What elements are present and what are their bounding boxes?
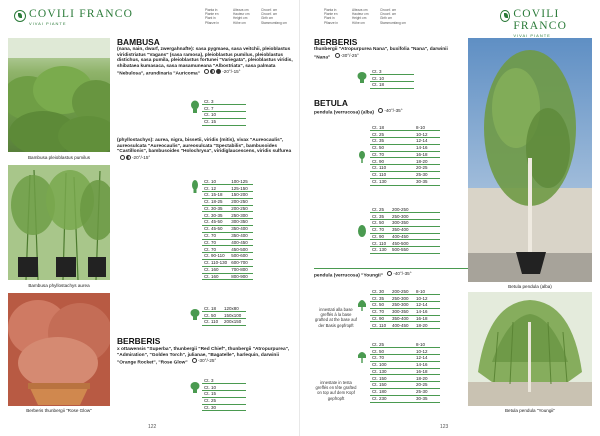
weeping-tree-icon	[357, 350, 367, 363]
sun-icon	[335, 53, 340, 58]
table-cell: Ct. 18-25	[202, 198, 229, 205]
shade-icon	[216, 69, 221, 74]
hardiness: -20°/-15°	[120, 155, 150, 161]
legend-col: Circonf. cm Circonf. cm Girth cm Stammumfang cm	[261, 8, 287, 25]
page-number: 123	[440, 424, 449, 430]
table-cell: 125-150	[229, 185, 253, 192]
table-cell: Ct. 110	[370, 165, 390, 172]
table-cell	[390, 68, 414, 75]
leaf-icon	[500, 10, 510, 22]
table-cell	[222, 397, 246, 404]
photo-berberis-rose-glow	[8, 293, 110, 406]
table-cell: Ct. 45-50	[202, 226, 229, 233]
table-cell: 250-300	[390, 213, 414, 220]
table-row	[370, 226, 440, 233]
table-cell: Ct. 35	[370, 295, 390, 302]
half-shade-icon	[210, 69, 215, 74]
table-cell: Ct. 18	[370, 124, 390, 131]
table-cell	[390, 151, 414, 158]
table-cell	[390, 131, 414, 138]
table-row	[202, 112, 246, 119]
table-cell: Ct. 110	[370, 322, 390, 329]
table-cell	[390, 138, 414, 145]
bambusa-description: (nana, nain, dwarf, zwergahnafte): sasa pygmaea, sasa veitchii, pleioblastus viridistriatus "Vagans" (sasa ramosa), pleioblastus pumilus, pleioblastus distichus, sasa pumila, pleioblastus fortunei "Variegata", pleioblastus viridis, shibataea kumasaca, sasa masamuneana "Albostriata", sasa palmata "Nebulosa", arundinaria "Auricoma" -20°/-15°	[117, 47, 293, 77]
table-cell	[222, 377, 246, 384]
legend-col: Pianta in Plante en Plant in Pflanze in	[324, 8, 338, 25]
hardiness: -30°/-25°	[335, 53, 359, 59]
table-row	[370, 233, 440, 240]
hardiness: -40°/-35°	[378, 108, 402, 114]
table-cell: 250-300	[390, 295, 414, 302]
tree-shape-icon	[357, 150, 367, 163]
plant-shape-icon	[190, 307, 200, 320]
plant-shape-icon	[357, 70, 367, 83]
table-cell: 700-800	[229, 266, 253, 273]
table-cell	[414, 233, 440, 240]
photo-phyllostachys-art	[8, 165, 110, 280]
table-row	[202, 273, 253, 280]
sun-icon	[387, 271, 392, 276]
table-cell: 8-10	[414, 288, 440, 295]
table-row	[370, 382, 440, 389]
table-cell	[390, 165, 414, 172]
table-row	[202, 319, 246, 326]
table-cell: Ct. 15	[202, 391, 222, 398]
legend	[205, 8, 289, 25]
table-cell: 450-500	[390, 240, 414, 247]
table-cell	[390, 368, 414, 375]
table-row	[202, 391, 246, 398]
table-cell: 12-14	[414, 355, 440, 362]
table-cell: Ct. 90-110	[202, 253, 229, 260]
table-cell	[222, 105, 246, 112]
table-cell: 350-400	[390, 226, 414, 233]
table-row	[370, 131, 440, 138]
table-cell	[222, 391, 246, 398]
table-row	[202, 178, 253, 185]
table-cell: Ct. 18	[202, 305, 222, 312]
table-cell	[390, 178, 414, 185]
table-row	[370, 206, 440, 213]
table-cell: Ct. 45-50	[202, 219, 229, 226]
table-row	[370, 395, 440, 402]
table-row	[202, 384, 246, 391]
table-row	[202, 377, 246, 384]
table-cell: 18-20	[414, 322, 440, 329]
table-row	[370, 295, 440, 302]
table-row	[370, 158, 440, 165]
table-row	[202, 198, 253, 205]
table-youngii-top	[370, 341, 440, 403]
table-cell: Ct. 150	[370, 375, 390, 382]
table-cell: Ct. 70	[370, 226, 390, 233]
table-cell: 12-14	[414, 302, 440, 309]
table-cell: Ct. 30-35	[202, 205, 229, 212]
table-cell: 450-500	[229, 246, 253, 253]
brand-logo	[14, 8, 133, 26]
table-berberis	[202, 377, 246, 411]
table-cell	[414, 206, 440, 213]
table-cell: 200-250	[390, 206, 414, 213]
table-row	[370, 288, 440, 295]
youngii-sub: pendula (verrucosa) "Youngii" -40°/-35°	[314, 271, 412, 279]
photo-berberis-art	[8, 293, 110, 406]
table-cell: 20-25	[414, 165, 440, 172]
table-row	[202, 105, 246, 112]
table-row	[202, 266, 253, 273]
table-cell: Ct. 30	[370, 288, 390, 295]
table-cell	[414, 213, 440, 220]
table-row	[370, 178, 440, 185]
caption: Berberis thunbergii "Rose Glow"	[26, 408, 92, 413]
table-cell	[390, 348, 414, 355]
photo-betula-pendula	[468, 38, 592, 282]
table-cell	[390, 158, 414, 165]
table-cell	[390, 395, 414, 402]
berberis-description: x ottawensis "Superba", thunbergii "Red Chief", thunbergii "Atropurpurea", "Admiration", "Golden Torch", julianae, "Bagatelle", harlequin, darwinii "Orange Rocket", "Rose Glow" -30°/-25°	[117, 347, 290, 366]
table-cell: 14-16	[414, 144, 440, 151]
table-youngii-base	[370, 288, 440, 329]
table-row	[370, 165, 440, 172]
table-row	[202, 397, 246, 404]
table-row	[370, 322, 440, 329]
photo-betula-youngii	[468, 292, 592, 406]
table-cell: Ct. 3	[202, 98, 222, 105]
table-row	[370, 375, 440, 382]
caption: Betula pendula "Youngii"	[504, 408, 556, 413]
table-cell: Ct. 15-18	[202, 192, 229, 199]
table-cell: Ct. 7	[202, 105, 222, 112]
table-cell	[222, 112, 246, 119]
table-cell: Ct. 70	[370, 308, 390, 315]
grafting-note-top: innestate in testa greffés en tête grafted on top auf dem Kopf gepfropft	[315, 380, 357, 401]
table-cell: 300-350	[390, 308, 414, 315]
table-cell: Ct. 90	[370, 158, 390, 165]
table-row	[202, 305, 246, 312]
table-cell: 300-350	[229, 219, 253, 226]
table-cell: Ct. 18	[370, 82, 390, 89]
table-cell: Ct. 150	[370, 382, 390, 389]
table-row	[202, 98, 246, 105]
caption: Bambusa phyllostachys aurea	[28, 283, 90, 288]
table-row	[370, 138, 440, 145]
table-cell: 100-125	[229, 178, 253, 185]
weeping-tree-icon	[357, 298, 367, 311]
section-title-betula: BETULA	[314, 98, 348, 108]
caption: Bambusa pleioblastus pumilus	[27, 155, 91, 160]
table-cell: 200-250	[229, 205, 253, 212]
photo-betula-art	[468, 38, 592, 282]
leaf-icon	[14, 10, 26, 22]
caption: Betula pendula (alba)	[508, 284, 552, 289]
table-cell	[390, 375, 414, 382]
table-cell: 200-250	[390, 288, 414, 295]
table-row	[202, 219, 253, 226]
brand-sub: VIVAI PIANTE	[513, 33, 551, 38]
table-bambusa	[202, 98, 246, 126]
hardiness: -40°/-35°	[387, 271, 411, 277]
table-cell: Ct. 25	[370, 341, 390, 348]
table-cell: 350-400	[229, 232, 253, 239]
table-cell: Ct. 70	[202, 246, 229, 253]
table-row	[370, 341, 440, 348]
tree-shape-icon	[357, 225, 367, 238]
table-cell: Ct. 10	[202, 112, 222, 119]
table-cell: Ct. 30-35	[202, 212, 229, 219]
table-cell: 500-600	[229, 253, 253, 260]
table-row	[370, 75, 414, 82]
table-cell	[222, 118, 246, 125]
table-cell: Ct. 160	[202, 273, 229, 280]
table-cell: Ct. 3	[370, 68, 390, 75]
table-cell: Ct. 10	[202, 384, 222, 391]
table-row	[370, 348, 440, 355]
table-cell	[390, 124, 414, 131]
table-cell: 350-400	[390, 315, 414, 322]
section-title-berberis: BERBERIS	[117, 336, 161, 346]
table-row	[370, 68, 414, 75]
table-cell: Ct. 160	[202, 266, 229, 273]
half-shade-icon	[126, 155, 131, 160]
table-cell	[222, 384, 246, 391]
table-cell: Ct. 50	[370, 302, 390, 309]
table-cell: Ct. 35	[370, 213, 390, 220]
table-cell: Ct. 110	[202, 319, 222, 326]
sun-icon	[192, 358, 197, 363]
table-cell: 10-12	[414, 295, 440, 302]
table-cell	[390, 172, 414, 179]
table-cell: Ct. 70	[202, 239, 229, 246]
plant-shape-icon	[190, 380, 200, 393]
table-row	[370, 368, 440, 375]
brand-name: COVILI FRANCO	[29, 8, 134, 20]
table-cell: Ct. 130	[370, 368, 390, 375]
berberis2-description: thunbergii "Atropurpurea Nana", buxifolia "Nana", darwinii "Nana" -30°/-25°	[314, 47, 448, 60]
table-cell: Ct. 130	[370, 178, 390, 185]
table-cell	[414, 240, 440, 247]
table-cell: Ct. 25	[370, 206, 390, 213]
table-row	[370, 302, 440, 309]
table-cell: Ct. 70	[202, 232, 229, 239]
table-cell: 18-20	[414, 375, 440, 382]
table-row	[202, 118, 246, 125]
table-cell: Ct. 50	[370, 144, 390, 151]
section-title-bambusa: BAMBUSA	[117, 37, 160, 47]
table-cell: 400-450	[390, 322, 414, 329]
brand-name: COVILI FRANCO	[513, 8, 568, 32]
table-cell: 8-10	[414, 124, 440, 131]
hardiness: -20°/-15°	[204, 69, 240, 75]
table-cell: Ct. 70	[370, 151, 390, 158]
table-row	[202, 404, 246, 411]
photo-bambusa-pumilus	[8, 38, 110, 152]
table-cell: 8-10	[414, 341, 440, 348]
sun-icon	[378, 108, 383, 113]
table-row	[370, 355, 440, 362]
table-berberis-nana	[370, 68, 414, 89]
legend-col: Pianta in Plante en Plant in Pflanze in	[205, 8, 219, 25]
table-row	[202, 312, 246, 319]
table-cell	[222, 98, 246, 105]
table-cell: Ct. 130	[370, 247, 390, 254]
table-cell: 10-12	[414, 131, 440, 138]
table-cell	[390, 144, 414, 151]
table-cell: 20-25	[414, 382, 440, 389]
table-row	[202, 192, 253, 199]
table-cell: 30-35	[414, 395, 440, 402]
table-cell: Ct. 15	[202, 118, 222, 125]
table-cell: Ct. 10	[370, 75, 390, 82]
table-cell: Ct. 70	[370, 355, 390, 362]
table-cell	[414, 220, 440, 227]
table-cell: 200x150	[222, 319, 246, 326]
table-cell: 400-450	[390, 233, 414, 240]
table-cell: 150-200	[229, 192, 253, 199]
table-cell: Ct. 50	[202, 312, 222, 319]
table-cell	[390, 355, 414, 362]
photo-youngii-art	[468, 292, 592, 406]
table-row	[370, 247, 440, 254]
table-row	[202, 232, 253, 239]
table-cell	[390, 82, 414, 89]
table-cell: 14-16	[414, 361, 440, 368]
table-cell: Ct. 3	[202, 377, 222, 384]
table-cell: Ct. 180	[370, 389, 390, 396]
table-cell: 14-16	[414, 308, 440, 315]
phyllostachys-description: (phyllostachys): aurea, nigra, bissetii, viridis (mitis), vivax "Aureocaulis", aureosulcata "Aureocaulis", aureosulcata "Spectabilis", bambusoides "Castillonis", bambusoides "Holochrysa", viridiglaucescens, viridis sulfurea -20°/-15°	[117, 138, 292, 160]
table-cell: 400-450	[229, 239, 253, 246]
photo-bambusa-pumilus-art	[8, 38, 110, 152]
table-cell: Ct. 110	[370, 240, 390, 247]
table-betula-b	[370, 206, 440, 254]
table-cell: 600-700	[229, 260, 253, 267]
hardiness: -30°/-25°	[192, 358, 216, 364]
legend	[324, 8, 408, 25]
brand-sub: VIVAI PIANTE	[29, 21, 67, 26]
table-row	[370, 220, 440, 227]
table-cell: Ct. 50	[370, 220, 390, 227]
table-cell	[390, 75, 414, 82]
table-cell	[414, 247, 440, 254]
table-row	[370, 361, 440, 368]
table-cell: Ct. 110-130	[204, 260, 228, 266]
table-cell: 350-400	[229, 226, 253, 233]
betula-sub: pendula (verrucosa) (alba) -40°/-35°	[314, 108, 403, 116]
table-cell: Ct. 35	[370, 138, 390, 145]
table-cell: Ct. 30	[202, 404, 222, 411]
grafting-note-base: innestati alla base greffés à la base grafted at the base auf der Basis gepfropft	[315, 307, 357, 328]
legend-col: Altezza cm Hauteur cm Height cm Höhe cm	[352, 8, 369, 25]
table-cell	[222, 404, 246, 411]
table-cell: 16-18	[414, 368, 440, 375]
table-cell: 16-18	[414, 151, 440, 158]
table-betula-a	[370, 124, 440, 186]
table-cell	[390, 341, 414, 348]
table-row	[370, 124, 440, 131]
table-cell: 12-14	[414, 138, 440, 145]
table-row	[370, 151, 440, 158]
table-cell	[390, 361, 414, 368]
table-row	[202, 246, 253, 253]
table-row	[370, 144, 440, 151]
sun-icon	[120, 155, 125, 160]
table-cell: 25-30	[414, 172, 440, 179]
table-cell: Ct. 90	[370, 315, 390, 322]
table-phyllostachys-2	[202, 305, 246, 326]
table-cell: Ct. 10	[202, 178, 229, 185]
table-cell: 18-20	[414, 158, 440, 165]
table-row	[370, 172, 440, 179]
section-title-berberis: BERBERIS	[314, 37, 358, 47]
table-cell: Ct. 12	[202, 185, 229, 192]
table-cell: Ct. 100	[370, 361, 390, 368]
brand-logo	[500, 8, 600, 38]
table-cell: 500-550	[390, 247, 414, 254]
table-cell: 200-250	[229, 198, 253, 205]
divider	[314, 268, 468, 269]
table-cell: 150x100	[222, 312, 246, 319]
plant-shape-icon	[190, 100, 200, 113]
table-cell: Ct. 230	[370, 395, 390, 402]
table-row	[202, 226, 253, 233]
table-row	[202, 212, 253, 219]
table-cell: Ct. 25	[202, 397, 222, 404]
table-cell: 250-300	[390, 302, 414, 309]
legend-col: Altezza cm Hauteur cm Height cm Höhe cm	[233, 8, 250, 25]
table-cell: Ct. 110	[370, 172, 390, 179]
table-cell: Ct. 25	[370, 131, 390, 138]
table-row	[202, 260, 253, 267]
table-row	[202, 239, 253, 246]
table-cell: 300-350	[390, 220, 414, 227]
table-row	[370, 389, 440, 396]
table-cell	[390, 389, 414, 396]
table-cell: 120x80	[222, 305, 246, 312]
table-row	[370, 315, 440, 322]
table-row	[202, 253, 253, 260]
page-number: 122	[148, 424, 157, 430]
table-row	[370, 308, 440, 315]
table-cell: Ct. 90	[370, 233, 390, 240]
table-cell	[390, 382, 414, 389]
table-row	[202, 185, 253, 192]
table-phyllostachys	[202, 178, 253, 280]
table-cell: 800-900	[229, 273, 253, 280]
table-cell: 250-300	[229, 212, 253, 219]
table-row	[370, 82, 414, 89]
table-row	[202, 205, 253, 212]
photo-phyllostachys	[8, 165, 110, 280]
table-cell	[414, 226, 440, 233]
table-cell: 30-35	[414, 178, 440, 185]
legend-col: Circonf. cm Circonf. cm Girth cm Stammumfang cm	[380, 8, 406, 25]
table-row	[370, 240, 440, 247]
table-cell: 25-30	[414, 389, 440, 396]
table-cell: 10-12	[414, 348, 440, 355]
plant-shape-icon	[190, 180, 200, 193]
sun-icon	[204, 69, 209, 74]
table-cell: Ct. 50	[370, 348, 390, 355]
right-page	[300, 0, 600, 436]
table-cell: 16-18	[414, 315, 440, 322]
table-row	[370, 213, 440, 220]
